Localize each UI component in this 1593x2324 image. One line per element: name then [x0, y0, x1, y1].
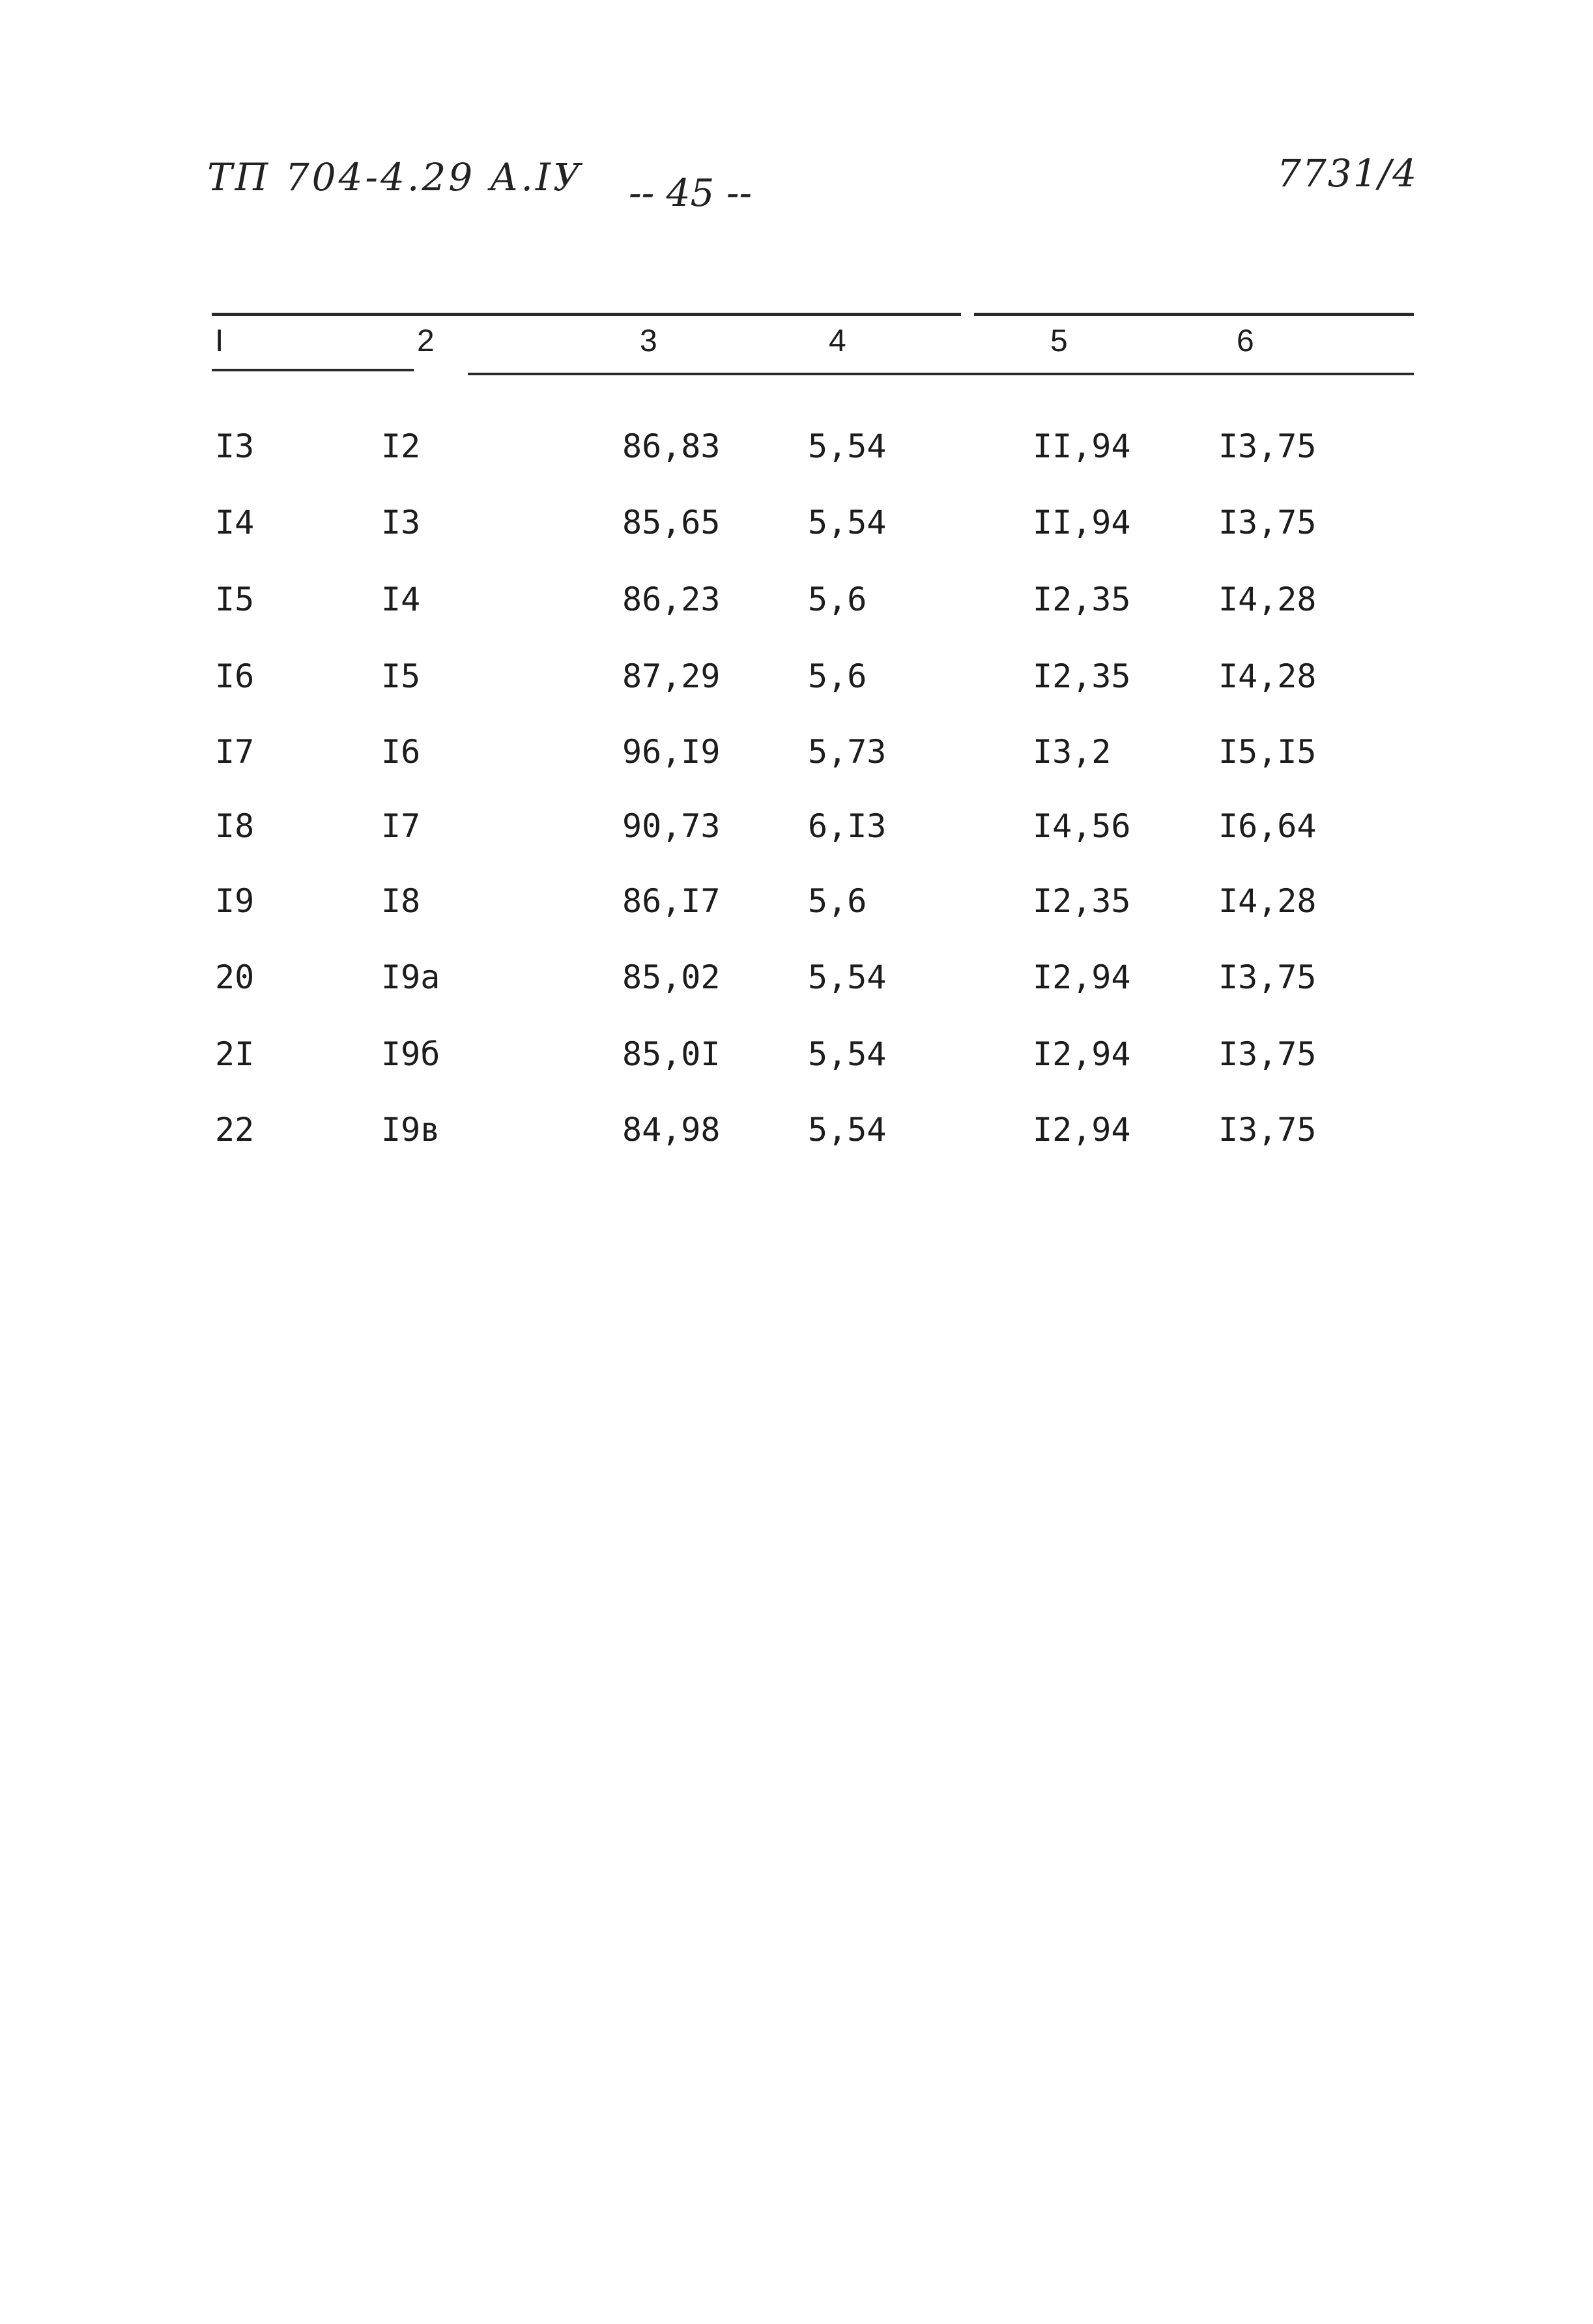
table-cell: 5,6: [808, 882, 867, 920]
table-cell: I5,I5: [1218, 733, 1317, 771]
table-cell: 84,98: [622, 1111, 721, 1149]
table-cell: I9в: [381, 1111, 440, 1149]
table-cell: I2,35: [1033, 882, 1131, 920]
table-cell: I3,75: [1218, 1111, 1317, 1149]
table-cell: 86,83: [622, 427, 721, 465]
table-cell: I4,56: [1033, 807, 1131, 845]
column-header-6: 6: [1237, 324, 1254, 358]
table-header-row: [0, 315, 1593, 367]
table-row: [0, 800, 1593, 852]
table-cell: I2,94: [1033, 958, 1131, 996]
table-cell: I4,28: [1218, 581, 1317, 618]
header-bottom-rule-left: [212, 369, 414, 371]
table-cell: II,94: [1033, 504, 1131, 541]
table-cell: I4,28: [1218, 882, 1317, 920]
table-cell: 5,54: [808, 958, 887, 996]
table-row: [0, 1028, 1593, 1080]
table-row: [0, 573, 1593, 625]
table-cell: II,94: [1033, 427, 1131, 465]
table-cell: 96,I9: [622, 733, 721, 771]
table-cell: 5,54: [808, 427, 887, 465]
table-cell: 20: [215, 958, 255, 996]
table-cell: I5: [215, 581, 255, 618]
table-row: [0, 726, 1593, 778]
table-cell: I8: [381, 882, 421, 920]
table-cell: 5,54: [808, 1111, 887, 1149]
table-row: [0, 1104, 1593, 1156]
table-cell: I9б: [381, 1035, 440, 1073]
table-cell: 5,54: [808, 504, 887, 541]
document-code: ТП 704-4.29 А.IУ: [207, 155, 583, 199]
table-cell: I3,75: [1218, 504, 1317, 541]
table-cell: I6: [381, 733, 421, 771]
table-row: [0, 650, 1593, 702]
column-header-3: 3: [640, 324, 657, 358]
table-cell: 86,I7: [622, 882, 721, 920]
table-row: [0, 951, 1593, 1003]
table-cell: I6,64: [1218, 807, 1317, 845]
column-header-1: I: [215, 324, 224, 358]
table-cell: I3,75: [1218, 1035, 1317, 1073]
table-cell: I3,75: [1218, 958, 1317, 996]
table-cell: I2,94: [1033, 1035, 1131, 1073]
table-cell: I2,35: [1033, 581, 1131, 618]
table-cell: 5,6: [808, 657, 867, 695]
table-row: [0, 875, 1593, 927]
table-cell: 87,29: [622, 657, 721, 695]
table-cell: 2I: [215, 1035, 255, 1073]
table-cell: I9а: [381, 958, 440, 996]
table-cell: 85,0I: [622, 1035, 721, 1073]
table-cell: I7: [215, 733, 255, 771]
header-bottom-rule-right: [468, 373, 1414, 375]
table-cell: 86,23: [622, 581, 721, 618]
sheet-reference: 7731/4: [1277, 151, 1418, 195]
column-header-4: 4: [829, 324, 846, 358]
table-cell: 85,65: [622, 504, 721, 541]
table-cell: I8: [215, 807, 255, 845]
table-cell: 90,73: [622, 807, 721, 845]
table-cell: I4: [381, 581, 421, 618]
table-cell: I5: [381, 657, 421, 695]
table-cell: 5,73: [808, 733, 887, 771]
table-cell: I3,75: [1218, 427, 1317, 465]
table-cell: I7: [381, 807, 421, 845]
table-cell: I4: [215, 504, 255, 541]
table-cell: I2,94: [1033, 1111, 1131, 1149]
table-cell: I2: [381, 427, 421, 465]
table-cell: I2,35: [1033, 657, 1131, 695]
table-cell: 5,6: [808, 581, 867, 618]
table-cell: 6,I3: [808, 807, 887, 845]
table-cell: I9: [215, 882, 255, 920]
table-cell: I3,2: [1033, 733, 1112, 771]
table-cell: I6: [215, 657, 255, 695]
table-cell: 85,02: [622, 958, 721, 996]
page-number: -- 45 --: [629, 171, 753, 215]
column-header-2: 2: [417, 324, 435, 358]
table-cell: I3: [381, 504, 421, 541]
column-header-5: 5: [1050, 324, 1068, 358]
table-cell: I3: [215, 427, 255, 465]
table-row: [0, 420, 1593, 472]
table-row: [0, 496, 1593, 549]
table-cell: 5,54: [808, 1035, 887, 1073]
table-cell: I4,28: [1218, 657, 1317, 695]
table-cell: 22: [215, 1111, 255, 1149]
